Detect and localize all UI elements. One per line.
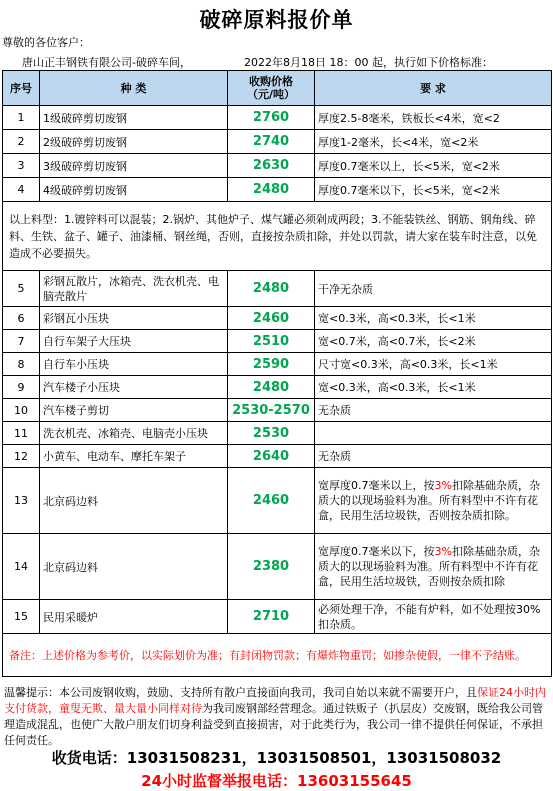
table-row [3,468,552,534]
row-price: 2510 [228,330,315,353]
table-row [3,271,552,307]
row-no: 13 [3,468,40,534]
receiving-phones: 收货电话：13031508231，13031508501，13031508032 [51,749,502,767]
table-row [3,106,552,130]
table-row [3,399,552,422]
table-row [3,307,552,330]
row-requirement: 尺寸宽<0.3米，高<0.3米，长<1米 [315,353,552,376]
row-no: 5 [3,271,40,307]
row-name: 彩钢瓦小压块 [40,307,228,330]
effective-tail: 起，执行如下价格标准： [372,56,493,69]
row-requirement: 宽<0.7米，高<0.7米，长<2米 [315,330,552,353]
row-requirement: 无杂质 [315,445,552,468]
row-price: 2760 [228,106,315,130]
remark-row [3,634,552,677]
page-title: 破碎原料报价单 [199,8,354,32]
payment-guarantee: 保证24小时内支付货款，童叟无欺、量大量小同样对待 [4,686,546,715]
row-name: 自行车小压块 [40,353,228,376]
table-row [3,130,552,154]
row-no: 4 [3,178,40,202]
row-no: 10 [3,399,40,422]
row-no: 12 [3,445,40,468]
table-row [3,154,552,178]
material-note: 以上料型：1.镀锌料可以混装；2.锅炉、其他炉子、煤气罐必须剁成两段；3.不能装铁丝、钢筋、钢角线、碎料、生铁、盆子、罐子、油漆桶、钢丝绳，否则，直接按杂质扣除，并处以罚款，请大家在装车时注意，以免造成不必要损失。 [3,202,552,271]
row-price: 2710 [228,600,315,634]
row-price: 2460 [228,307,315,330]
report-hotline: 24小时监督举报电话：13603155645 [141,772,412,790]
row-price: 2530 [228,422,315,445]
row-requirement: 宽<0.3米，高<0.3米，长<1米 [315,376,552,399]
row-name: 2级破碎剪切废钢 [40,130,228,154]
header-requirement: 要 求 [315,71,552,106]
remark-note: 备注：上述价格为参考价，以实际划价为准；有封闭物罚款；有爆炸物重罚；如掺杂使假，一律不予结账。 [3,634,552,677]
row-name: 洗衣机壳、冰箱壳、电脑壳小压块 [40,422,228,445]
row-no: 14 [3,534,40,600]
row-name: 民用采暖炉 [40,600,228,634]
row-name: 3级破碎剪切废钢 [40,154,228,178]
table-row [3,353,552,376]
header-price: 收购价格 （元/吨） [228,71,315,106]
table-row [3,330,552,353]
row-no: 15 [3,600,40,634]
row-requirement: 厚度2.5-8毫米，铁板长<4米，宽<2 [315,106,552,130]
row-no: 2 [3,130,40,154]
table-row [3,422,552,445]
row-price: 2480 [228,271,315,307]
row-no: 9 [3,376,40,399]
row-no: 11 [3,422,40,445]
row-price: 2380 [228,534,315,600]
row-name: 北京码边料 [40,468,228,534]
row-name: 4级破碎剪切废钢 [40,178,228,202]
row-price: 2640 [228,445,315,468]
table-row [3,600,552,634]
row-price: 2630 [228,154,315,178]
header-kind: 种 类 [40,71,228,106]
row-price: 2530-2570 [228,399,315,422]
table-row [3,534,552,600]
header-no: 序号 [3,71,40,106]
row-name: 1级破碎剪切废钢 [40,106,228,130]
row-requirement [315,422,552,445]
row-requirement: 厚度1-2毫米，长<4米，宽<2米 [315,130,552,154]
table-header-row [3,71,552,106]
table-row [3,376,552,399]
row-price: 2480 [228,178,315,202]
row-no: 8 [3,353,40,376]
row-requirement: 干净无杂质 [315,271,552,307]
row-no: 3 [3,154,40,178]
row-price: 2740 [228,130,315,154]
row-requirement: 厚度0.7毫米以上，长<5米，宽<2米 [315,154,552,178]
row-no: 6 [3,307,40,330]
greeting: 尊敬的各位客户： [2,36,90,49]
note-row [3,202,552,271]
price-table [2,70,552,677]
row-requirement: 宽<0.3米，高<0.3米，长<1米 [315,307,552,330]
row-price: 2460 [228,468,315,534]
row-no: 1 [3,106,40,130]
row-requirement: 宽厚度0.7毫米以上，按3%扣除基础杂质，杂质大的以现场验料为准。所有料型中不许有花盒，民用生活垃圾铁，否则按杂质扣除。 [315,468,552,534]
company-name: 唐山正丰钢铁有限公司-破碎车间， [22,56,191,69]
table-row [3,445,552,468]
row-name: 小黄车、电动车、摩托车架子 [40,445,228,468]
row-price: 2590 [228,353,315,376]
row-name: 彩钢瓦散片，冰箱壳、洗衣机壳、电脑壳散片 [40,271,228,307]
row-name: 自行车架子大压块 [40,330,228,353]
row-requirement: 必须处理干净，不能有炉料，如不处理按30%扣杂质。 [315,600,552,634]
row-requirement: 宽厚度0.7毫米以下，按3%扣除基础杂质，杂质大的以现场验料为准。所有料型中不许有花盒，民用生活垃圾铁，否则按杂质扣除 [315,534,552,600]
row-name: 汽车楼子剪切 [40,399,228,422]
row-name: 汽车楼子小压块 [40,376,228,399]
row-price: 2480 [228,376,315,399]
row-no: 7 [3,330,40,353]
row-requirement: 无杂质 [315,399,552,422]
row-requirement: 厚度0.7毫米以下，长<5米，宽<2米 [315,178,552,202]
table-row [3,178,552,202]
row-name: 北京码边料 [40,534,228,600]
footer-notice: 温馨提示：本公司废钢收购，鼓励、支持所有散户直接面向我司，我司自始以来就不需要开户，且保证24小时内支付货款，童叟无欺、量大量小同样对待为我司废钢部经营理念。通过铁贩子（扒层皮）交废钢，既给我公司管理造成混乱，也使广大散户朋友们切身利益受到直接损害，对于此类行为，我公司一律不提供任何保证，不承担任何责任。 [4,686,546,747]
effective-datetime: 2022年8月18日 18：00 [244,56,369,69]
